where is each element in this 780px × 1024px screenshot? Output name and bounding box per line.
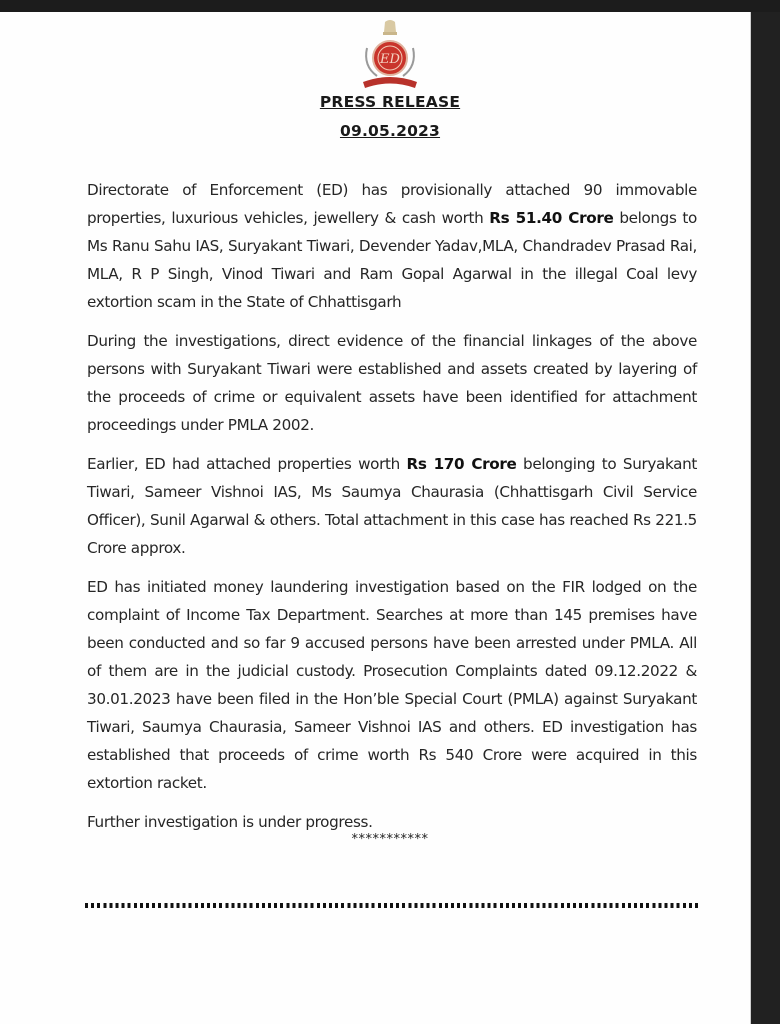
amount-highlight: Rs 170 Crore	[406, 455, 517, 473]
amount-highlight: Rs 51.40 Crore	[489, 209, 614, 227]
end-marker: ***********	[351, 832, 429, 847]
press-release-date: 09.05.2023	[339, 122, 441, 140]
paragraph-further-investigation: Further investigation is under progress.	[87, 813, 373, 831]
svg-text:ED: ED	[380, 52, 400, 67]
press-release-body	[87, 176, 697, 847]
viewer-top-bar	[0, 0, 780, 12]
dotted-divider	[85, 903, 699, 908]
paragraph-investigation: During the investigations, direct evidence of the financial linkages of the above persons with Suryakant Tiwari were established and assets created by layering of the proceeds of crime or equivalent assets have been identified for attachment proceedings under PMLA 2002.	[87, 332, 697, 434]
press-release-heading: PRESS RELEASE	[319, 93, 461, 111]
paragraph-earlier-attachment: Earlier, ED had attached properties worth Rs 170 Crore belonging to Suryakant Tiwari, Sameer Vishnoi IAS, Ms Saumya Chaurasia (Chhattisgarh Civil Service Officer), Sunil Agarwal & others. Total attachment in this case has reached Rs 221.5 Crore approx.	[87, 455, 697, 557]
paragraph-money-laundering: ED has initiated money laundering investigation based on the FIR lodged on the complaint of Income Tax Department. Searches at more than 145 premises have been conducted and so far 9 accused persons have been arrested under PMLA. All of them are in the judicial custody. Prosecution Complaints dated 09.12.2022 & 30.01.2023 have been filed in the Hon’ble Special Court (PMLA) against Suryakant Tiwari, Saumya Chaurasia, Sameer Vishnoi IAS and others. ED investigation has established that proceeds of crime worth Rs 540 Crore were acquired in this extortion racket.	[87, 578, 697, 792]
paragraph-attachment: Directorate of Enforcement (ED) has provisionally attached 90 immovable properties, luxurious vehicles, jewellery & cash worth Rs 51.40 Crore belongs to Ms Ranu Sahu IAS, Suryakant Tiwari, Devender Yadav,MLA, Chandradev Prasad Rai, MLA, R P Singh, Vinod Tiwari and Ram Gopal Agarwal in the illegal Coal levy extortion scam in the State of Chhattisgarh	[87, 181, 697, 311]
enforcement-directorate-emblem-icon	[355, 18, 425, 93]
